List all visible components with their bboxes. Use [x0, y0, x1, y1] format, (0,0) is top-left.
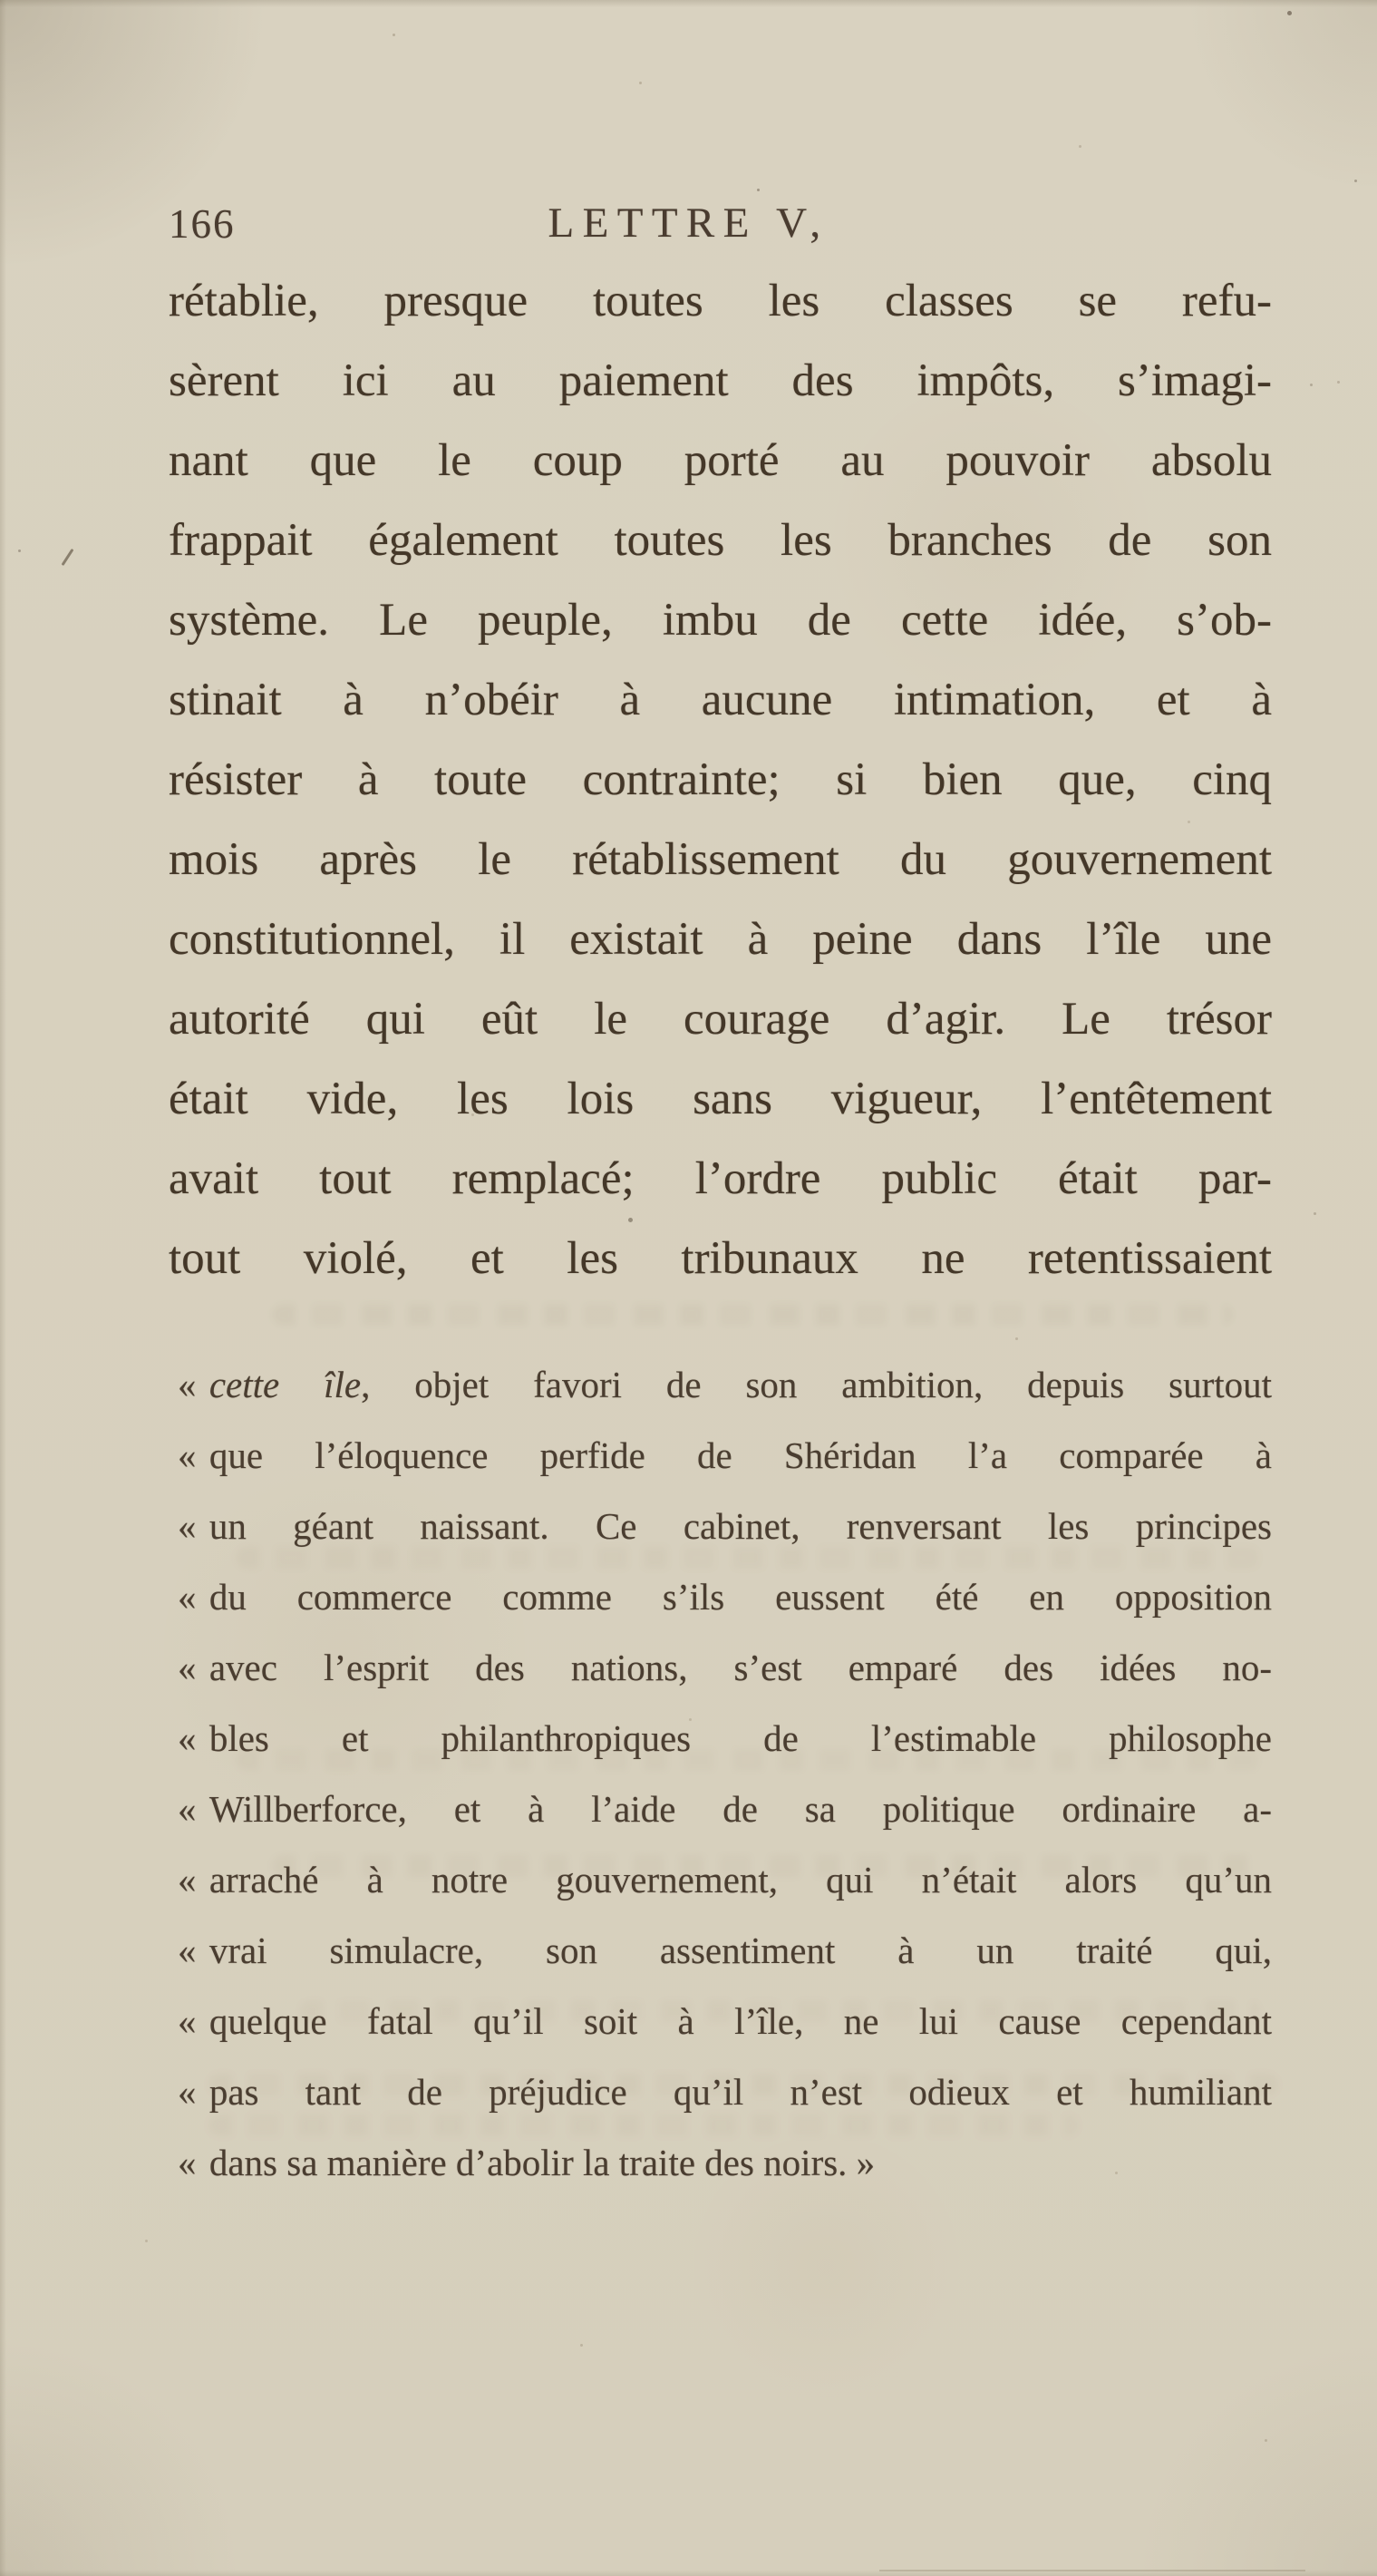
text-line: autorité qui eût le courage d’agir. Le trésor	[169, 994, 1272, 1045]
text-line: rétablie, presque toutes les classes se refu-	[169, 276, 1272, 326]
footnote-text: avec l’esprit des nations, s’est emparé des idées no-	[208, 1647, 1272, 1688]
footnote-text: du commerce comme s’ils eussent été en opposition	[208, 1576, 1272, 1618]
stray-ink-mark	[62, 549, 74, 566]
text-line: stinait à n’obéir à aucune intimation, et à	[169, 675, 1272, 725]
guillemet-open: «	[178, 2071, 197, 2113]
footnote-text: dans sa manière d’abolir la traite des noirs. »	[208, 2142, 876, 2183]
text-line: sèrent ici au paiement des impôts, s’imagi-	[169, 355, 1272, 406]
footnote-text: Willberforce, et à l’aide de sa politique ordinaire a-	[208, 1788, 1272, 1830]
guillemet-open: «	[178, 2000, 197, 2042]
guillemet-open: «	[178, 2142, 197, 2183]
verso-showthrough	[272, 1304, 1233, 1326]
footnote-line	[178, 1915, 1272, 1986]
footnote-text: pas tant de préjudice qu’il n’est odieux et humiliant	[208, 2071, 1272, 2113]
footnote-line	[178, 1420, 1272, 1491]
text-line: constitutionnel, il existait à peine dans l’île une	[169, 914, 1272, 965]
guillemet-open: «	[178, 1647, 197, 1688]
running-header-title: LETTRE V,	[548, 199, 829, 247]
scan-edge-shadow-top	[0, 0, 1377, 7]
guillemet-open: «	[178, 1364, 197, 1405]
footnote-block	[178, 1349, 1272, 2198]
footnote-text: quelque fatal qu’il soit à l’île, ne lui cause cependant	[208, 2000, 1272, 2042]
footnote-text: vrai simulacre, son assentiment à un traité qui,	[208, 1930, 1272, 1971]
footnote-line	[178, 2127, 1272, 2198]
page-number: 166	[169, 201, 236, 247]
main-paragraph	[169, 261, 1272, 1298]
scan-edge-shadow-left	[0, 0, 6, 2576]
guillemet-open: «	[178, 1788, 197, 1830]
footnote-line	[178, 1561, 1272, 1632]
text-line: système. Le peuple, imbu de cette idée, s’ob-	[169, 595, 1272, 646]
text-line: frappait également toutes les branches de son	[169, 515, 1272, 566]
footnote-text: arraché à notre gouvernement, qui n’était alors qu’un	[208, 1859, 1272, 1900]
footnote-line	[178, 1844, 1272, 1915]
footnote-line	[178, 1774, 1272, 1844]
page-edge-line	[879, 2570, 1305, 2571]
text-line: était vide, les lois sans vigueur, l’entêtement	[169, 1074, 1272, 1124]
footnote-line	[178, 1349, 1272, 1420]
footnote-text: un géant naissant. Ce cabinet, renversant les principes	[208, 1505, 1272, 1547]
guillemet-open: «	[178, 1576, 197, 1618]
footnote-text: , objet favori de son ambition, depuis surtout	[361, 1364, 1272, 1405]
guillemet-open: «	[178, 1434, 197, 1476]
guillemet-open: «	[178, 1930, 197, 1971]
footnote-line	[178, 1703, 1272, 1774]
guillemet-open: «	[178, 1717, 197, 1759]
guillemet-open: «	[178, 1859, 197, 1900]
paper-specks	[0, 0, 3, 3]
text-line: avait tout remplacé; l’ordre public était par-	[169, 1153, 1272, 1204]
text-line: mois après le rétablissement du gouvernement	[169, 834, 1272, 885]
text-line: tout violé, et les tribunaux ne retentissaient	[169, 1233, 1272, 1284]
footnote-line	[178, 1491, 1272, 1561]
footnote-line	[178, 1632, 1272, 1703]
guillemet-open: «	[178, 1505, 197, 1547]
footnote-italic-phrase: cette île	[208, 1364, 362, 1405]
footnote-text: que l’éloquence perfide de Shéridan l’a comparée à	[208, 1434, 1272, 1476]
footnote-line	[178, 1986, 1272, 2056]
text-line: nant que le coup porté au pouvoir absolu	[169, 435, 1272, 486]
footnote-line	[178, 2056, 1272, 2127]
text-line: résister à toute contrainte; si bien que, cinq	[169, 754, 1272, 805]
footnote-text: bles et philanthropiques de l’estimable philosophe	[208, 1717, 1272, 1759]
